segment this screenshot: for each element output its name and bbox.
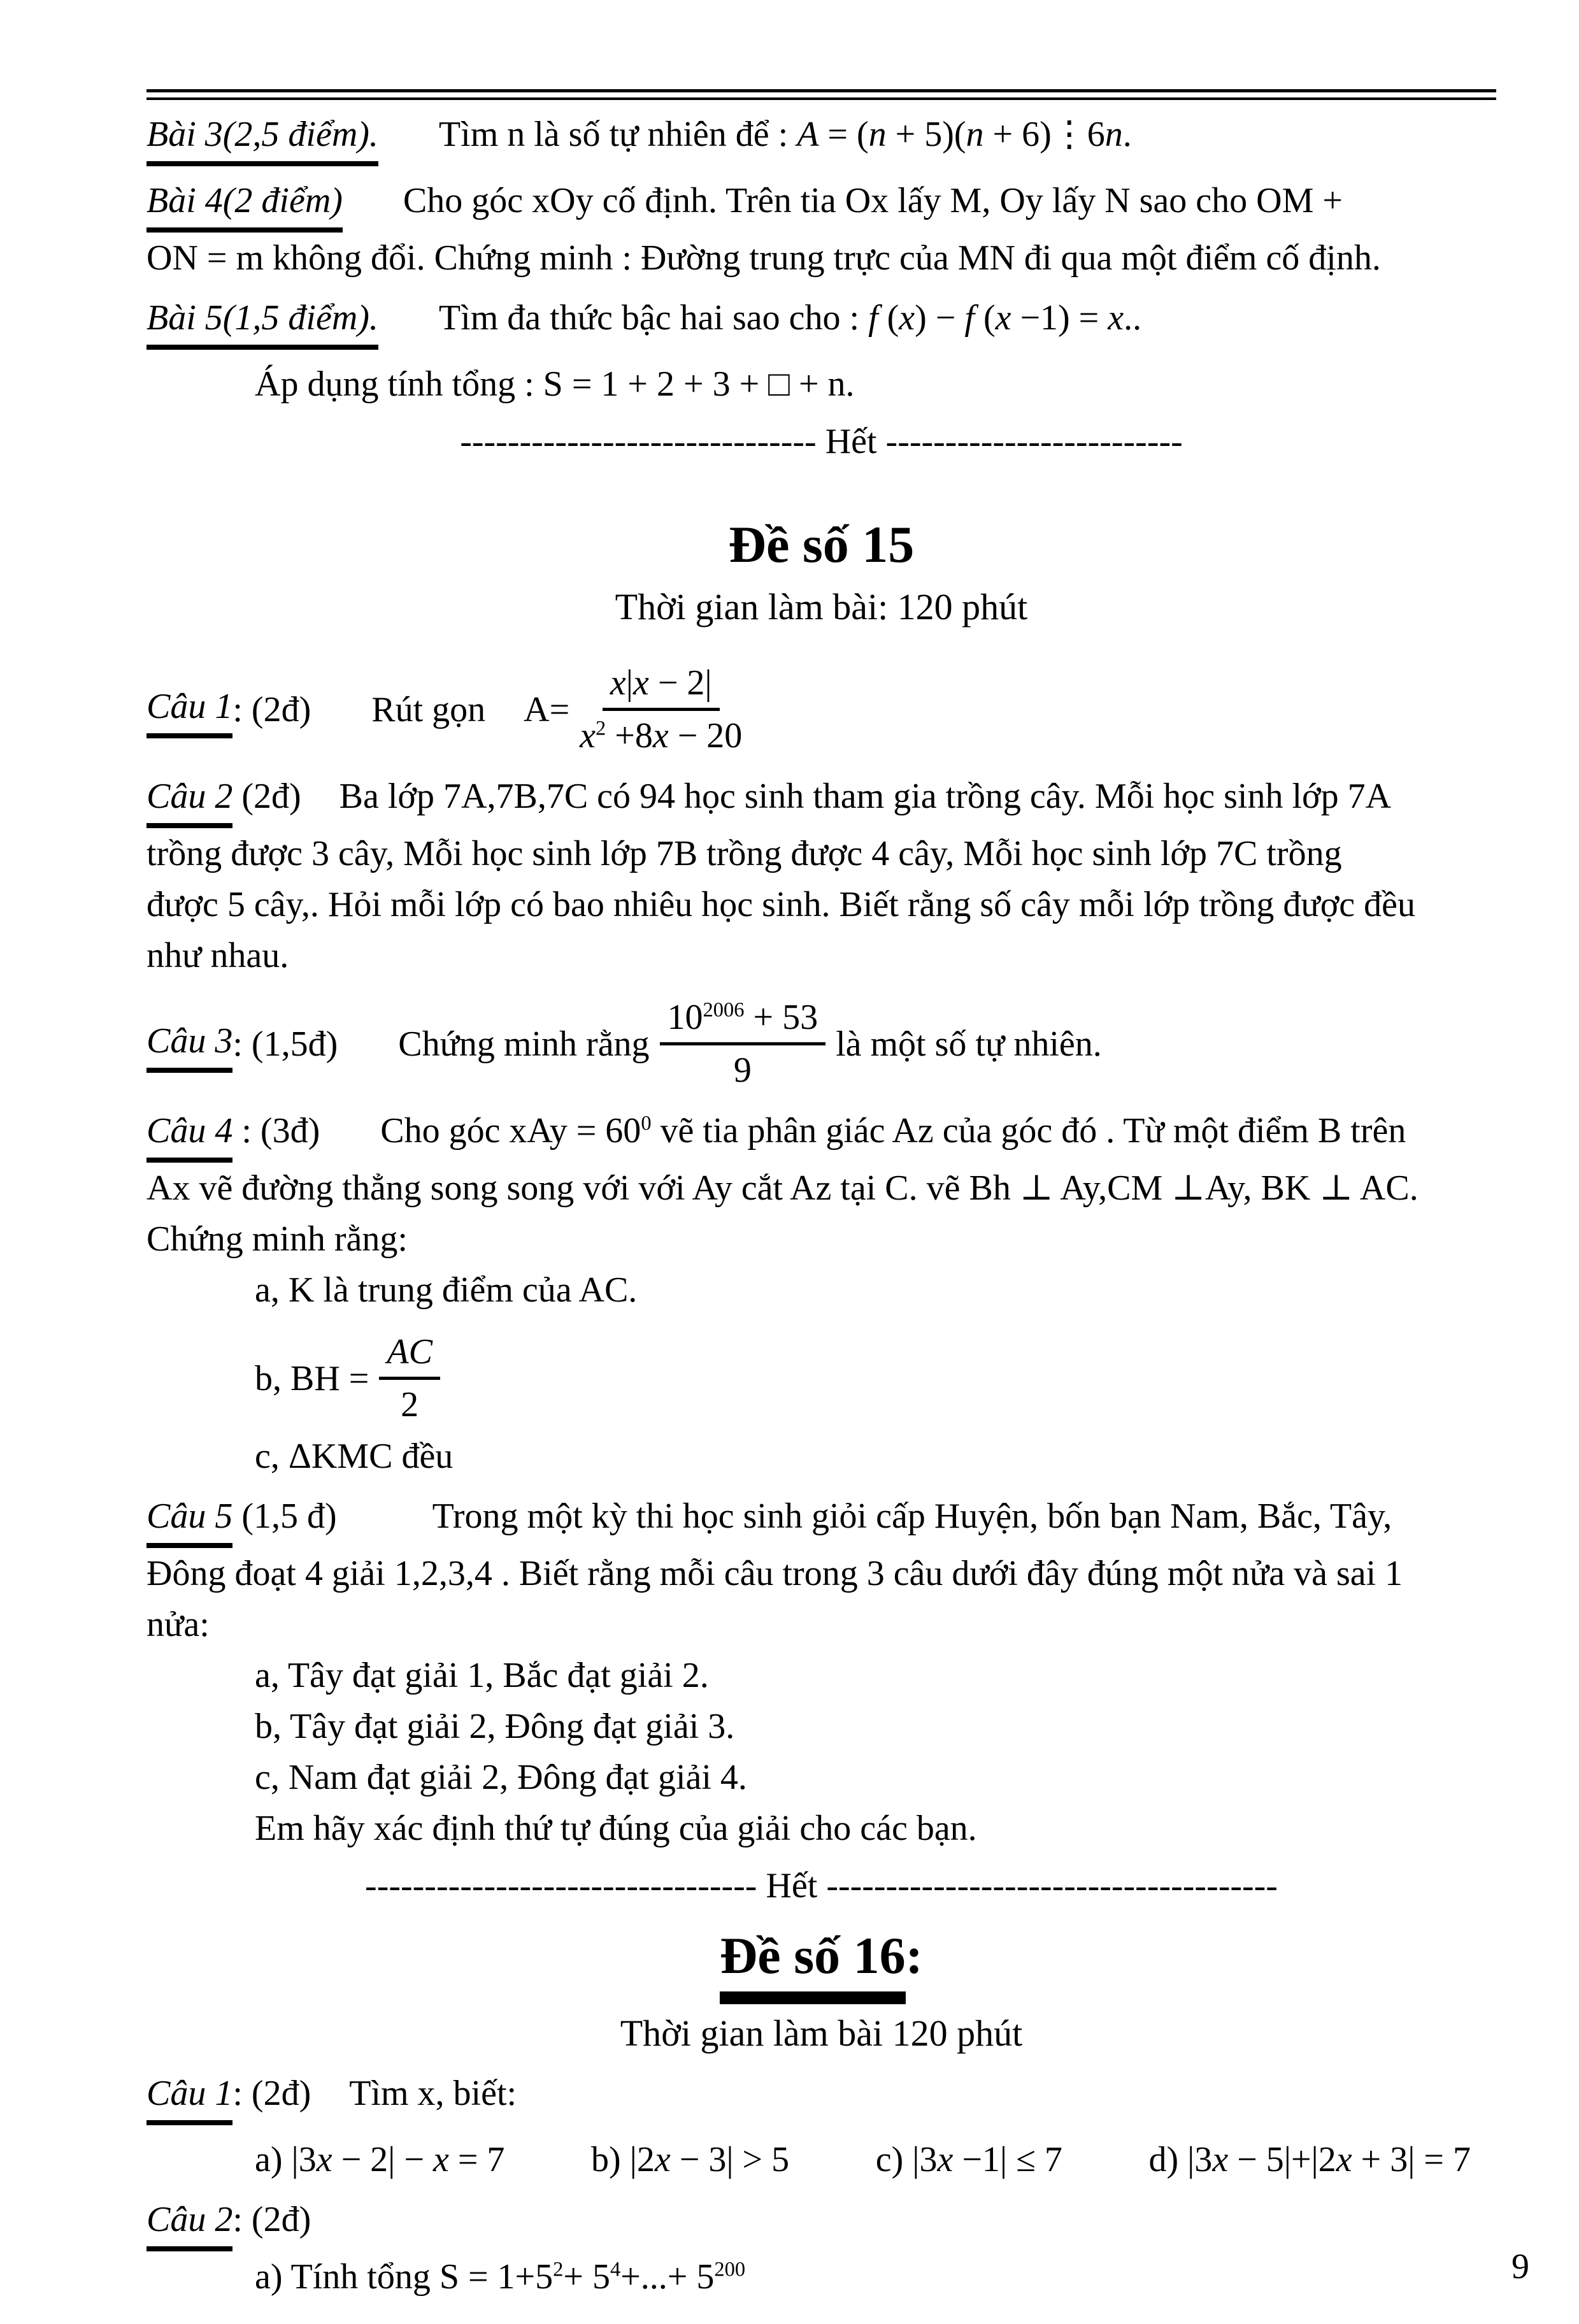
divider-word: Hết — [766, 1866, 818, 1905]
cau1-de16-item-c — [876, 2134, 1062, 2185]
problem-cau1-de15 — [146, 657, 1496, 762]
cau2-de15-line1: Ba lớp 7A,7B,7C có 94 học sinh tham gia trồng cây. Mỗi học sinh lớp 7A — [339, 777, 1392, 816]
cau1-de16-item-d — [1148, 2134, 1471, 2185]
problem-bai4-line2: ON = m không đổi. Chứng minh : Đường trung trực của MN đi qua một điểm cố định. — [146, 238, 1381, 278]
cau2-de16-item-a-text: a) Tính tổng — [255, 2257, 439, 2297]
problem-cau4-de15 — [146, 1105, 1496, 1163]
problem-cau2-de15 — [146, 771, 1496, 828]
cau3-de15-fraction — [660, 994, 826, 1094]
cau1-de15-label: Câu 1 — [146, 681, 232, 738]
de16-subtitle: Thời gian làm bài 120 phút — [620, 2012, 1023, 2054]
fraction-numerator: x|x − 2| — [603, 659, 720, 711]
fraction-denominator: $x^2 +8x - 20$ — [580, 716, 743, 756]
item-formula: |2x − 3| > 5 — [629, 2140, 790, 2179]
cau3-de15-label: Câu 3 — [146, 1015, 232, 1073]
cau2-de16-item-a — [255, 2251, 1496, 2302]
de16-title-colon: : — [905, 1926, 923, 1984]
cau2-de15-line3: được 5 cây,. Hỏi mỗi lớp có bao nhiêu học sinh. Biết rằng số cây mỗi lớp trồng được đều — [146, 885, 1416, 924]
item-key: d) — [1148, 2140, 1179, 2179]
item-key: a) — [255, 2140, 283, 2179]
cau3-de15-text: Chứng minh rằng — [398, 1024, 650, 1064]
cau4-item-b-text: b, BH = — [255, 1358, 369, 1398]
divider-dashes-left: ------------------------------ — [460, 422, 817, 461]
problem-bai3-text: Tìm n là số tự nhiên để : — [438, 115, 789, 154]
divider-dashes-left: --------------------------------- — [365, 1866, 757, 1905]
problem-cau2-de16 — [146, 2194, 1496, 2251]
problem-bai3 — [146, 109, 1496, 166]
de16-title-text: Đề số 16 — [720, 1923, 906, 2004]
cau4-de15-line2: Ax vẽ đường thẳng song song với với Ay cắt Az tại C. vẽ Bh ⊥ Ay,CM ⊥Ay, BK ⊥ AC. — [146, 1168, 1418, 1208]
cau3-de15-points: : (1,5đ) — [232, 1024, 338, 1064]
cau2-de16-item-a-formula: $S = 1+5^2+ 5^4+...+ 5^{200}$ — [439, 2257, 746, 2297]
cau2-de16-points: : (2đ) — [232, 2200, 311, 2239]
cau1-de16-label: Câu 1 — [146, 2068, 232, 2125]
fraction-denominator: 2 — [401, 1385, 419, 1424]
cau4-item-c: c, ΔKMC đều — [255, 1437, 454, 1476]
cau5-de15-label: Câu 5 — [146, 1491, 232, 1548]
apdung-line: Áp dụng tính tổng : S = 1 + 2 + 3 + □ + n. — [255, 364, 855, 404]
cau1-de15-fraction — [580, 659, 742, 759]
cau4-item-a: a, K là trung điểm của AC. — [255, 1270, 638, 1310]
cau4-de15-points: : (3đ) — [232, 1111, 320, 1151]
item-formula: |3x −1| ≤ 7 — [912, 2140, 1062, 2179]
document-page — [0, 89, 1579, 2324]
de15-title: Đề số 15 — [728, 515, 915, 573]
cau5-item-c: c, Nam đạt giải 2, Đông đạt giải 4. — [255, 1758, 747, 1797]
problem-bai3-label: Bài 3(2,5 điểm). — [146, 109, 378, 166]
item-key: c) — [875, 2140, 904, 2179]
item-formula: |3x − 5|+|2x + 3| = 7 — [1187, 2140, 1471, 2179]
problem-cau3-de15 — [146, 991, 1496, 1096]
cau2-de15-label: Câu 2 — [146, 771, 232, 828]
cau5-de15-line1: Trong một kỳ thi học sinh giỏi cấp Huyện, bốn bạn Nam, Bắc, Tây, — [432, 1496, 1392, 1536]
cau1-de16-text: Tìm x, biết: — [349, 2074, 517, 2113]
problem-cau1-de16 — [146, 2068, 1496, 2125]
divider-word: Hết — [825, 422, 877, 461]
cau5-de15-line3: nửa: — [146, 1605, 210, 1644]
het-divider-2 — [146, 1860, 1496, 1911]
cau4-item-b-fraction — [379, 1328, 440, 1428]
problem-bai5-text: Tìm đa thức bậc hai sao cho : — [438, 298, 860, 338]
cau5-de15-points: (1,5 đ) — [241, 1496, 337, 1536]
cau1-de16-items — [255, 2134, 1471, 2185]
cau1-de15-lhs: A= — [524, 689, 570, 729]
problem-bai4-line1: Cho góc xOy cố định. Trên tia Ox lấy M, Oy lấy N sao cho OM + — [403, 181, 1343, 220]
cau5-item-a: a, Tây đạt giải 1, Bắc đạt giải 2. — [255, 1656, 709, 1695]
cau3-de15-suffix: là một số tự nhiên. — [836, 1024, 1102, 1064]
fraction-numerator: $10^{2006} + 53$ — [660, 994, 826, 1045]
cau2-de16-label: Câu 2 — [146, 2194, 232, 2251]
problem-bai4-label: Bài 4(2 điểm) — [146, 175, 343, 233]
cau5-closing: Em hãy xác định thứ tự đúng của giải cho các bạn. — [255, 1809, 977, 1848]
cau4-de15-cm: Chứng minh rằng: — [146, 1219, 408, 1259]
de16-title — [146, 1923, 1496, 2004]
cau2-de15-line2: trồng được 3 cây, Mỗi học sinh lớp 7B trồng được 4 cây, Mỗi học sinh lớp 7C trồng — [146, 834, 1342, 873]
cau5-item-b: b, Tây đạt giải 2, Đông đạt giải 3. — [255, 1707, 735, 1746]
fraction-numerator: AC — [379, 1328, 440, 1380]
cau2-de15-line4: như nhau. — [146, 936, 289, 975]
cau4-de15-label: Câu 4 — [146, 1105, 232, 1163]
item-key: b) — [591, 2140, 621, 2179]
problem-bai5 — [146, 292, 1496, 350]
cau1-de16-points: : (2đ) — [232, 2074, 311, 2113]
cau5-de15-line2: Đông đoạt 4 giải 1,2,3,4 . Biết rằng mỗi câu trong 3 câu dưới đây đúng một nửa và sai 1 — [146, 1554, 1403, 1593]
cau1-de16-item-b — [591, 2134, 789, 2185]
item-formula: |3x − 2| − x = 7 — [291, 2140, 505, 2179]
de15-subtitle: Thời gian làm bài: 120 phút — [615, 586, 1028, 628]
problem-bai5-label: Bài 5(1,5 điểm). — [146, 292, 378, 350]
cau2-de15-points: (2đ) — [241, 777, 301, 816]
problem-cau5-de15 — [146, 1491, 1496, 1548]
cau1-de16-item-a — [255, 2134, 504, 2185]
cau1-de15-text: Rút gọn — [371, 689, 486, 729]
divider-dashes-right: ------------------------- — [885, 422, 1183, 461]
problem-bai4 — [146, 175, 1496, 233]
problem-bai3-formula: A = (n + 5)(n + 6)⋮6n. — [797, 115, 1132, 154]
het-divider-1 — [146, 416, 1496, 467]
divider-dashes-right: -------------------------------------- — [826, 1866, 1278, 1905]
cau4-item-b — [255, 1326, 1496, 1431]
top-double-rule — [146, 89, 1496, 100]
fraction-denominator: 9 — [733, 1051, 752, 1090]
cau1-de15-points: : (2đ) — [232, 689, 311, 729]
page-number: 9 — [1511, 2247, 1529, 2286]
problem-bai5-formula: f (x) − f (x −1) = x.. — [868, 298, 1142, 338]
cau4-de15-line1: Cho góc xAy = $60^0$ vẽ tia phân giác Az của góc đó . Từ một điểm B trên — [380, 1111, 1406, 1151]
